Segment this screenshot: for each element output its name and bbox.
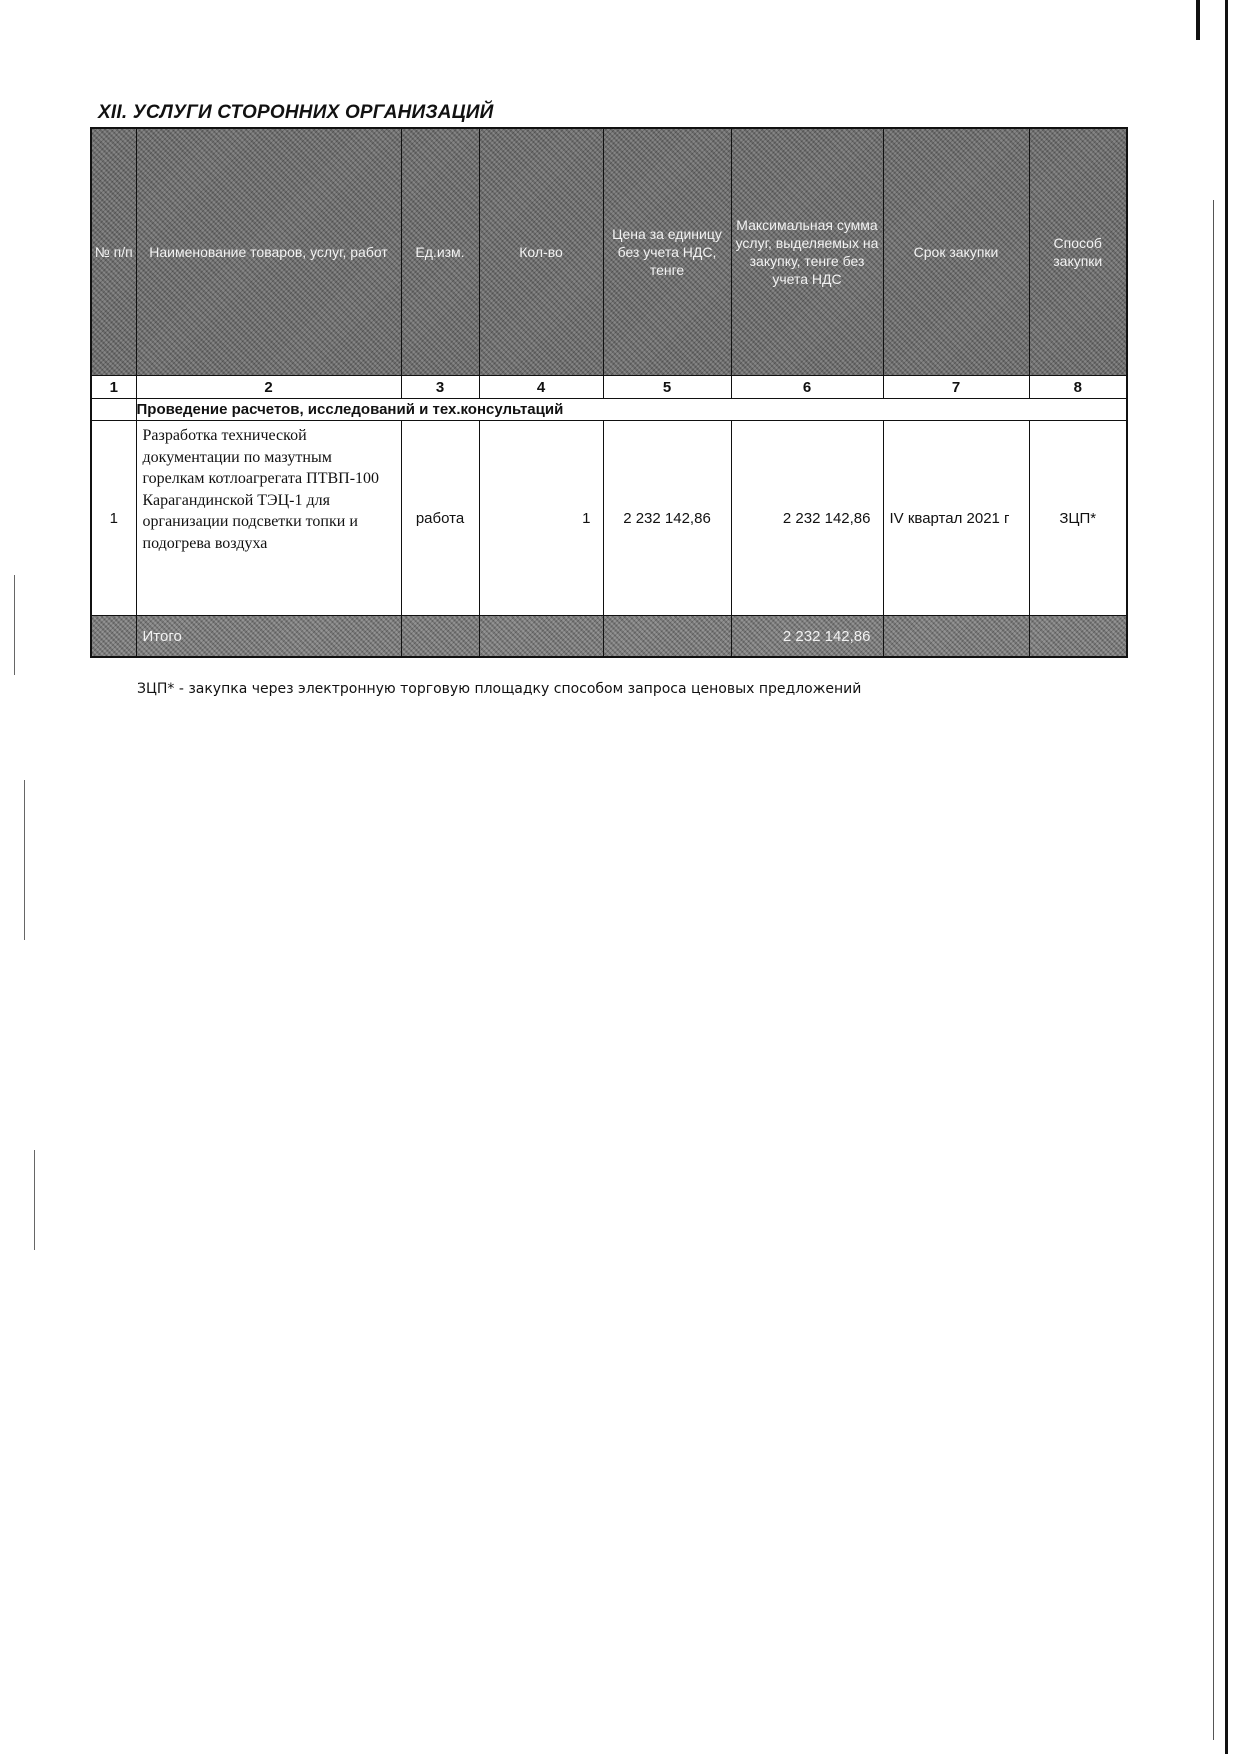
column-number: 2 — [136, 376, 401, 399]
group-spacer — [91, 399, 136, 421]
table-row — [91, 421, 1127, 616]
row-number: 1 — [91, 421, 136, 616]
column-number-row — [91, 376, 1127, 399]
scan-edge-left — [14, 575, 15, 675]
total-spacer — [91, 616, 136, 658]
header-cell: Способ закупки — [1029, 128, 1127, 376]
row-amount: 2 232 142,86 — [731, 421, 883, 616]
column-number: 1 — [91, 376, 136, 399]
header-cell: Цена за единицу без учета НДС, тенге — [603, 128, 731, 376]
header-cell: Кол-во — [479, 128, 603, 376]
scan-edge-mark — [1196, 0, 1200, 40]
table-header-row — [91, 128, 1127, 376]
row-term: IV квартал 2021 г — [883, 421, 1029, 616]
header-cell: Максимальная сумма услуг, выделяемых на закупку, тенге без учета НДС — [731, 128, 883, 376]
column-number: 3 — [401, 376, 479, 399]
column-number: 7 — [883, 376, 1029, 399]
column-number: 8 — [1029, 376, 1127, 399]
row-quantity: 1 — [479, 421, 603, 616]
header-cell: Срок закупки — [883, 128, 1029, 376]
column-number: 6 — [731, 376, 883, 399]
total-label: Итого — [136, 616, 401, 658]
header-cell: Наименование товаров, услуг, работ — [136, 128, 401, 376]
total-amount: 2 232 142,86 — [731, 616, 883, 658]
procurement-table — [90, 127, 1128, 658]
group-label: Проведение расчетов, исследований и тех.консультаций — [136, 399, 1127, 421]
row-unit: работа — [401, 421, 479, 616]
scan-edge-right — [1225, 0, 1228, 1754]
header-cell: № п/п — [91, 128, 136, 376]
total-empty — [883, 616, 1029, 658]
row-method: ЗЦП* — [1029, 421, 1127, 616]
column-number: 5 — [603, 376, 731, 399]
footnote: ЗЦП* - закупка через электронную торговую площадку способом запроса ценовых предложений — [137, 681, 862, 697]
section-title: XII. УСЛУГИ СТОРОННИХ ОРГАНИЗАЦИЙ — [98, 102, 494, 123]
total-empty — [479, 616, 603, 658]
total-empty — [603, 616, 731, 658]
scan-edge-left — [24, 780, 25, 940]
group-row — [91, 399, 1127, 421]
column-number: 4 — [479, 376, 603, 399]
header-cell: Ед.изм. — [401, 128, 479, 376]
row-price: 2 232 142,86 — [603, 421, 731, 616]
scan-edge-left — [34, 1150, 35, 1250]
row-name: Разработка технической документации по мазутным горелкам котлоагрегата ПТВП-100 Карагандинской ТЭЦ-1 для организации подсветки топки и подогрева воздуха — [136, 421, 401, 616]
scan-edge-line — [1213, 200, 1214, 1740]
total-empty — [401, 616, 479, 658]
total-row — [91, 616, 1127, 658]
total-empty — [1029, 616, 1127, 658]
